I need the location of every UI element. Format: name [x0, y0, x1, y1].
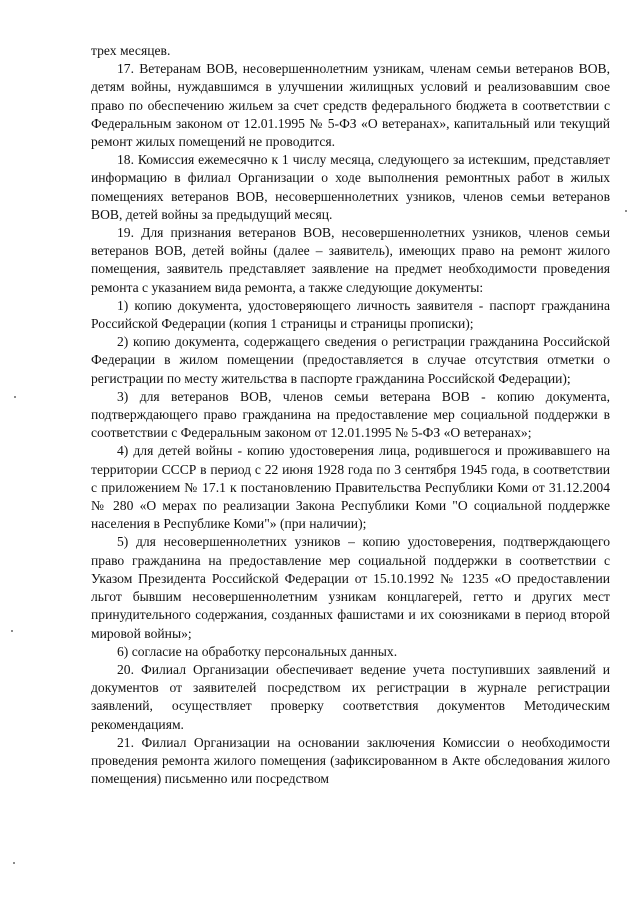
- paragraph-20: 20. Филиал Организации обеспечивает ведение учета поступивших заявлений и документов от заявителей посредством их регистрации в журнале регистрации заявлений, осуществляет проверку соответствия документов Методическим рекомендациям.: [91, 661, 610, 732]
- list-item-1: 1) копию документа, удостоверяющего личность заявителя - паспорт гражданина Российской Федерации (копия 1 страницы и страницы прописки);: [91, 297, 610, 332]
- paragraph-21: 21. Филиал Организации на основании заключения Комиссии о необходимости проведения ремонта жилого помещения (зафиксированном в Акте обследования жилого помещения) письменно или посредством: [91, 734, 610, 787]
- paragraph-continuation: трех месяцев.: [91, 43, 171, 58]
- scan-speck: [13, 862, 15, 864]
- paragraph-19: 19. Для признания ветеранов ВОВ, несовершеннолетних узников, членов семьи ветеранов ВОВ, детей войны (далее – заявитель), имеющих право на ремонт жилого помещения, заявитель представляет заявление на предмет необходимости проведения ремонта с указанием вида ремонта, а также следующие документы:: [91, 225, 610, 295]
- list-item-3: 3) для ветеранов ВОВ, членов семьи ветерана ВОВ - копию документа, подтверждающего право гражданина на предоставление мер социальной поддержки в соответствии с Федеральным законом от 12.01.1995 № 5-ФЗ «О ветеранах»;: [91, 388, 610, 441]
- paragraph-17: 17. Ветеранам ВОВ, несовершеннолетним узникам, членам семьи ветеранов ВОВ, детям войны, нуждавшимся в улучшении жилищных условий и реализовавшим свое право по обеспечению жильем за счет средств федерального бюджета в соответствии с Федеральным законом от 12.01.1995 № 5-ФЗ «О ветеранах», капитальный или текущий ремонт жилых помещений не проводится.: [91, 61, 610, 150]
- scan-speck: [11, 630, 13, 632]
- list-item-6: 6) согласие на обработку персональных данных.: [117, 643, 398, 659]
- document-body: [91, 42, 610, 788]
- list-item-2: 2) копию документа, содержащего сведения о регистрации гражданина Российской Федерации в жилом помещении (предоставляется в случае отсутствия отметки о регистрации по месту жительства в паспорте гражданина Российской Федерации);: [91, 334, 610, 386]
- list-item-5: 5) для несовершеннолетних узников – копию удостоверения, подтверждающего право гражданина на предоставление мер социальной поддержки в соответствии с Указом Президента Российской Федерации от 15.10.1992 № 1235 «О предоставлении льгот бывшим несовершеннолетним узникам концлагерей, гетто и других мест принудительного содержания, созданных фашистами и их союзниками в период второй мировой войны»;: [91, 534, 610, 641]
- scan-speck: [14, 396, 16, 398]
- scan-speck: [625, 210, 627, 212]
- paragraph-18: 18. Комиссия ежемесячно к 1 числу месяца, следующего за истекшим, представляет информацию в филиал Организации о ходе выполнения ремонтных работ в жилых помещениях ветеранов ВОВ, несовершеннолетних узников, членов семьи ветеранов ВОВ, детей войны за предыдущий месяц.: [91, 152, 610, 222]
- list-item-4: 4) для детей войны - копию удостоверения лица, родившегося и проживавшего на территории СССР в период с 22 июня 1928 года по 3 сентября 1945 года, в соответствии с приложением № 17.1 к постановлению Правительства Республики Коми от 31.12.2004 № 280 «О мерах по реализации Закона Республики Коми "О социальной поддержке населения в Республике Коми"» (при наличии);: [91, 443, 610, 532]
